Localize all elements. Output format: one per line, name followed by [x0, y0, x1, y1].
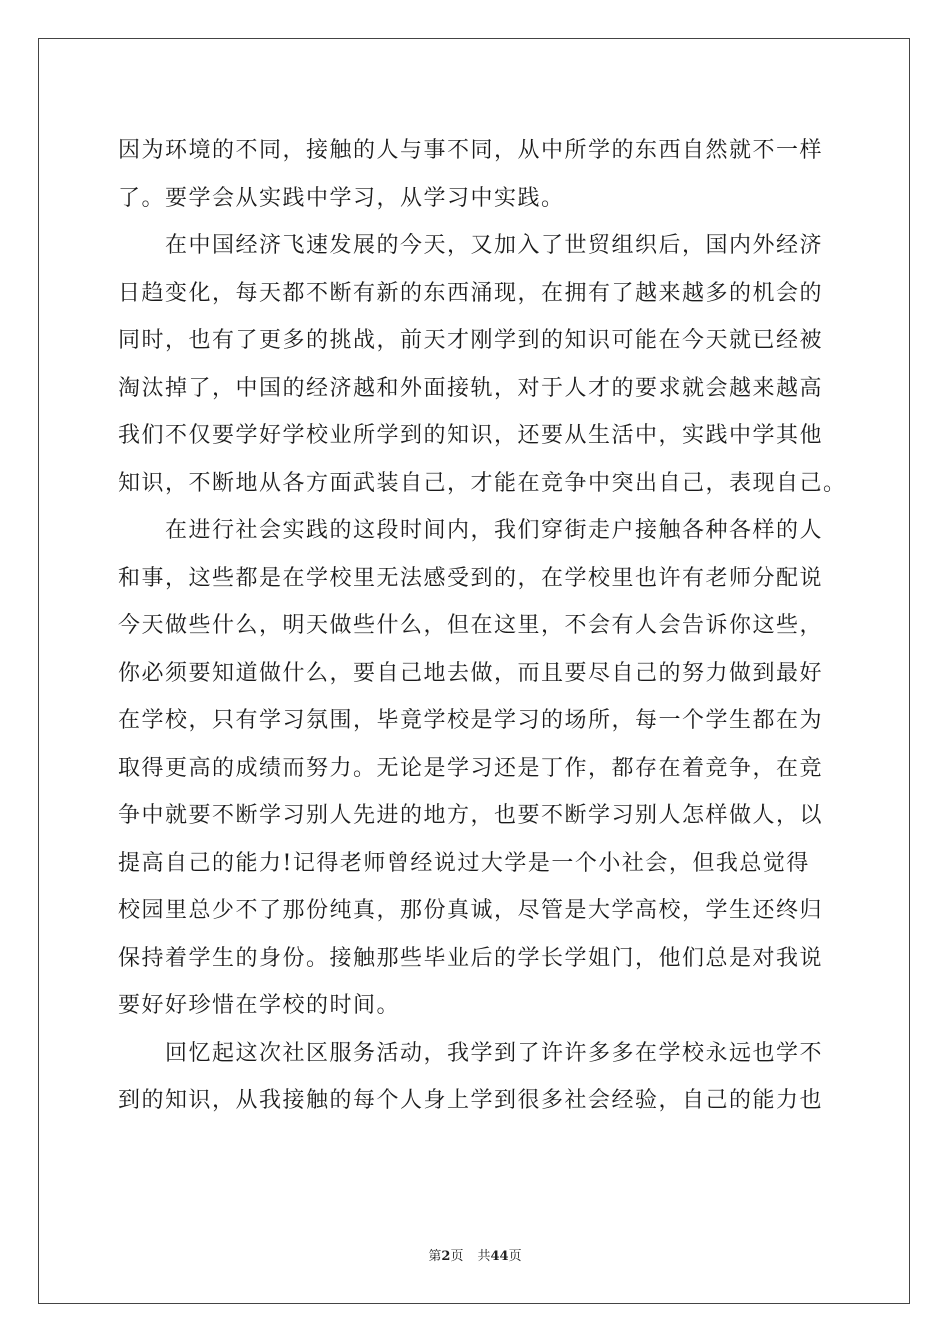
text-line: 知识，不断地从各方面武装自己，才能在竞争中突出自己，表现自己。 [118, 470, 847, 496]
text-line: 今天做些什么，明天做些什么，但在这里，不会有人会告诉你这些， [118, 613, 824, 638]
text-line: 提高自己的能力!记得老师曾经说过大学是一个小社会，但我总觉得 [118, 850, 810, 876]
text-line: 要好好珍惜在学校的时间。 [118, 993, 401, 1018]
total-pages: 44 [490, 1249, 509, 1264]
total-suffix: 页 [508, 1249, 522, 1264]
text-line: 我们不仅要学好学校业所学到的知识，还要从生活中，实践中学其他 [118, 423, 824, 448]
text-line: 取得更高的成绩而努力。无论是学习还是丁作，都存在着竞争，在竞 [118, 755, 824, 781]
text-line: 保持着学生的身份。接触那些毕业后的学长学姐门，他们总是对我说 [118, 945, 824, 971]
page-number: 2 [441, 1249, 451, 1264]
page-suffix: 页 [450, 1249, 464, 1264]
text-line: 在学校，只有学习氛围，毕竟学校是学习的场所，每一个学生都在为 [118, 708, 824, 733]
page-footer [0, 1245, 950, 1264]
text-line: 日趋变化，每天都不断有新的东西涌现，在拥有了越来越多的机会的 [118, 280, 824, 306]
text-line: 争中就要不断学习别人先进的地方，也要不断学习别人怎样做人，以 [118, 803, 824, 828]
text-line: 在中国经济飞速发展的今天，又加入了世贸组织后，国内外经济 [118, 233, 824, 258]
text-line: 在进行社会实践的这段时间内，我们穿街走户接触各种各样的人 [118, 518, 824, 543]
text-line: 了。要学会从实践中学习，从学习中实践。 [118, 185, 565, 211]
text-line: 同时，也有了更多的挑战，前天才刚学到的知识可能在今天就已经被 [118, 328, 824, 353]
text-line: 你必须要知道做什么，要自己地去做，而且要尽自己的努力做到最好 [118, 660, 824, 686]
document-body [118, 127, 847, 1125]
total-prefix: 共 [477, 1249, 491, 1264]
text-line: 因为环境的不同，接触的人与事不同，从中所学的东西自然就不一样 [118, 138, 824, 163]
text-line: 淘汰掉了，中国的经济越和外面接轨，对于人才的要求就会越来越高 [118, 375, 824, 401]
text-line: 回忆起这次社区服务活动，我学到了许许多多在学校永远也学不 [118, 1040, 824, 1066]
text-line: 和事，这些都是在学校里无法感受到的，在学校里也许有老师分配说 [118, 565, 824, 591]
text-line: 到的知识，从我接触的每个人身上学到很多社会经验，自己的能力也 [118, 1088, 824, 1113]
page-prefix: 第 [428, 1249, 442, 1264]
text-line: 校园里总少不了那份纯真，那份真诚，尽管是大学高校，学生还终归 [118, 898, 824, 923]
